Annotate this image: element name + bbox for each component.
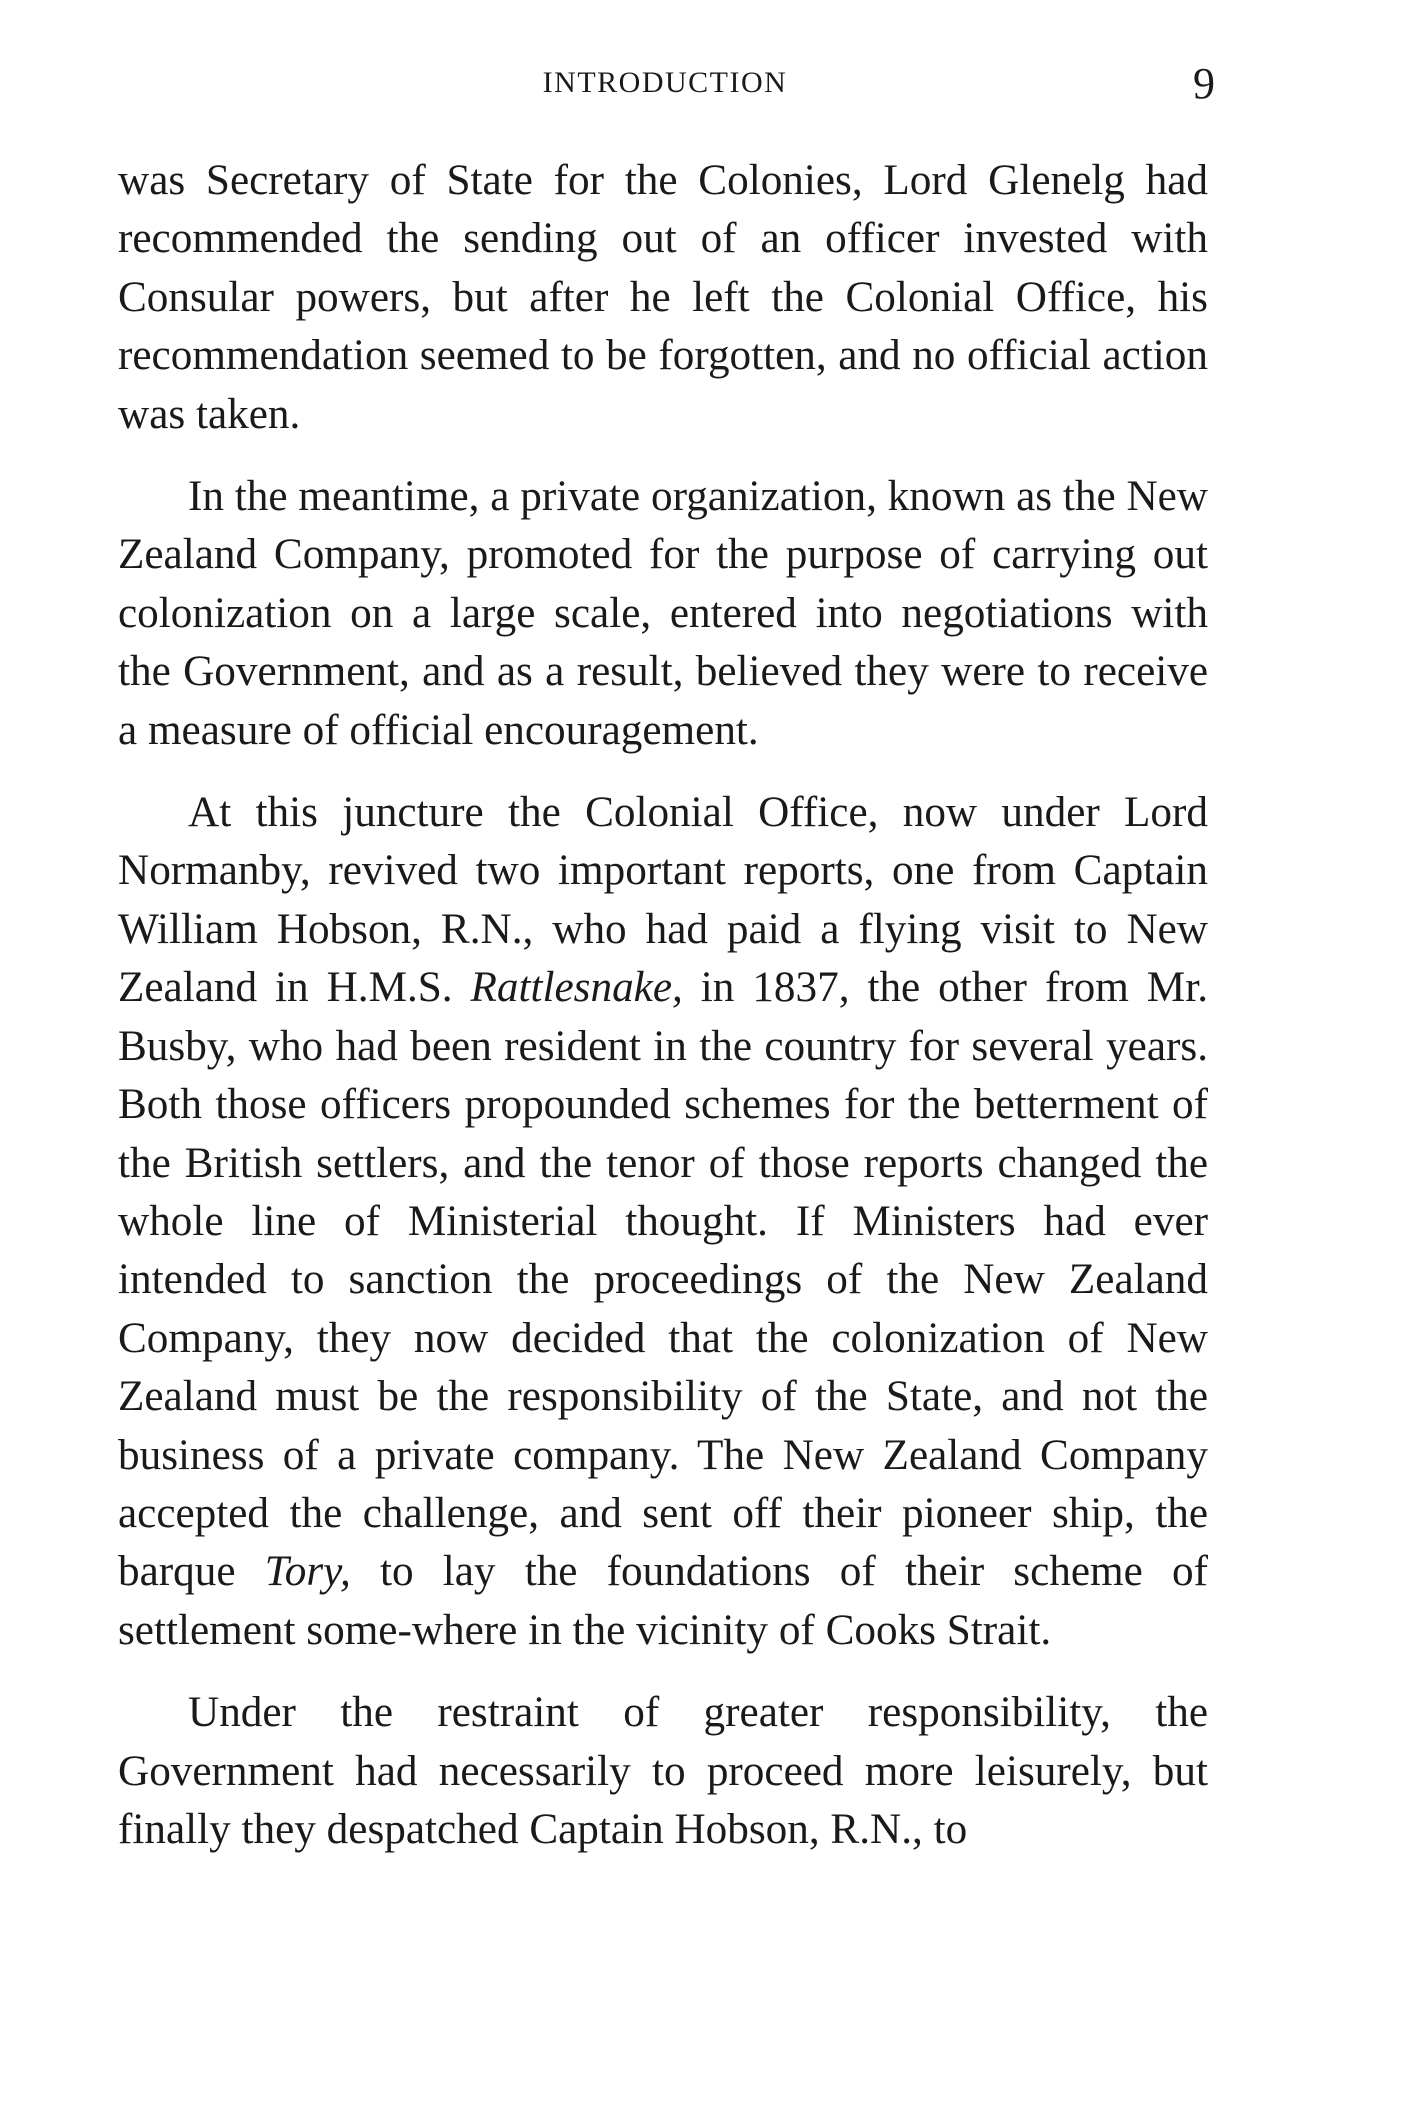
paragraph-3-text-c: to lay the foundations of their scheme of settlement some-where in the vicinity of Cooks Strait. xyxy=(118,1548,1208,1654)
running-title: INTRODUCTION xyxy=(542,66,788,99)
running-head xyxy=(115,58,1215,114)
paragraph-1: was Secretary of State for the Colonies, Lord Glenelg had recommended the sending out of an officer invested with Consular powers, but after he left the Colonial Office, his recommendation seemed to be forgotten, and no official action was taken. xyxy=(118,157,1208,438)
ship-name-tory: Tory, xyxy=(264,1548,351,1596)
paragraph-3-text-b: in 1837, the other from Mr. Busby, who had been resident in the country for several years. Both those officers propounded schemes for the betterment of the British settlers, and the tenor of those reports changed the whole line of Ministerial thought. If Ministers had ever intended to sanction the proceedings of the New Zealand Company, they now decided that the colonization of New Zealand must be the responsibility of the State, and not the business of a private company. The New Zealand Company accepted the challenge, and sent off their pioneer ship, the barque xyxy=(118,964,1208,1596)
ship-name-rattlesnake: Rattlesnake, xyxy=(470,964,683,1012)
paragraph-3-text-a: At this juncture the Colonial Office, now under Lord Normanby, revived two important reports, one from Captain William Hobson, R.N., who had paid a flying visit to New Zealand in H.M.S. xyxy=(118,789,1208,1012)
page-number: 9 xyxy=(1193,59,1215,108)
paragraph-3 xyxy=(118,784,1208,1660)
paragraph-2: In the meantime, a private organization, known as the New Zealand Company, promoted for the purpose of carrying out colonization on a large scale, entered into negotiations with the Government, and as a result, believed they were to receive a measure of official encouragement. xyxy=(118,473,1208,754)
paragraph-4: Under the restraint of greater responsibility, the Government had necessarily to proceed more leisurely, but finally they despatched Captain Hobson, R.N., to xyxy=(118,1689,1208,1853)
body-text xyxy=(118,152,1208,1859)
